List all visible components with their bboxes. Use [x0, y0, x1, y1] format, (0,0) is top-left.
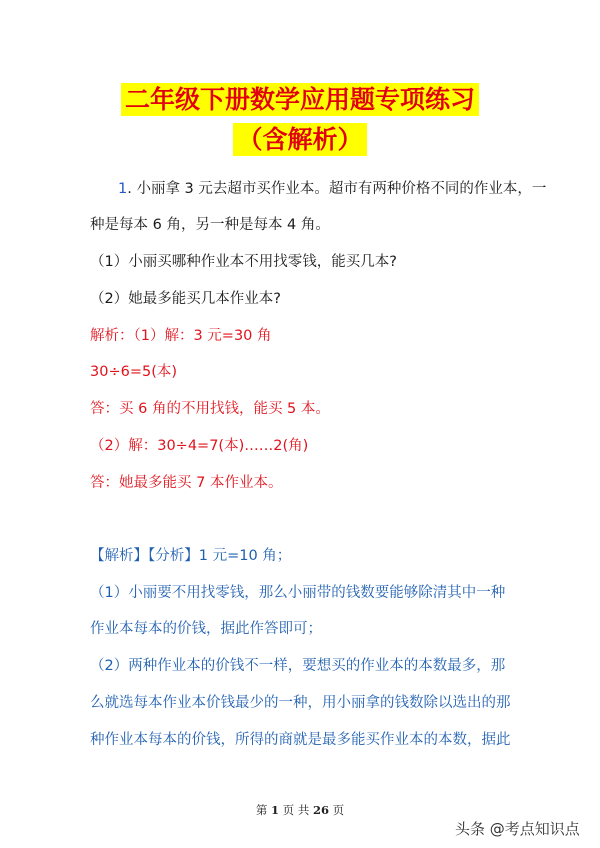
- question-sub1: （1）小丽买哪种作业本不用找零钱，能买几本?: [90, 254, 397, 270]
- page-title-line2: [0, 120, 600, 156]
- footer-total-pages: 26: [312, 803, 329, 817]
- analysis-line2: （1）小丽要不用找零钱，那么小丽带的钱数要能够除清其中一种: [90, 585, 506, 601]
- page-title-line1: [0, 80, 600, 116]
- question-number: 1: [118, 181, 128, 197]
- footer-suffix: 页: [332, 803, 345, 817]
- question-line1: [118, 179, 546, 199]
- answer-line5: 答：她最多能买 7 本作业本。: [90, 475, 283, 491]
- question-line2: 种是每本 6 角，另一种是每本 4 角。: [90, 217, 330, 233]
- footer-middle: 页 共: [282, 803, 310, 817]
- analysis-line6: 种作业本每本的价钱，所得的商就是最多能买作业本的本数，据此: [90, 732, 511, 748]
- footer-prefix: 第: [255, 803, 268, 817]
- answer-line3: 答：买 6 角的不用找钱，能买 5 本。: [90, 401, 330, 417]
- page-footer: [0, 802, 600, 818]
- analysis-line5: 么就选每本作业本价钱最少的一种，用小丽拿的钱数除以选出的那: [90, 695, 511, 711]
- answer-line4: （2）解：30÷4=7(本)……2(角): [90, 438, 309, 454]
- question-text-1: . 小丽拿 3 元去超市买作业本。超市有两种价格不同的作业本，一: [127, 181, 547, 197]
- analysis-line3: 作业本每本的价钱，据此作答即可；: [90, 621, 322, 637]
- analysis-line1: 【解析】【分析】1 元=10 角；: [90, 548, 292, 564]
- answer-line2: 30÷6=5(本): [90, 364, 178, 380]
- watermark: [455, 818, 580, 839]
- title-line1-text: 二年级下册数学应用题专项练习: [121, 83, 479, 116]
- analysis-line4: （2）两种作业本的价钱不一样，要想买的作业本的本数最多，那: [90, 658, 506, 674]
- watermark-text: 头条 @考点知识点: [455, 820, 580, 838]
- footer-page-number: 1: [271, 803, 280, 817]
- question-sub2: （2）她最多能买几本作业本?: [90, 291, 281, 307]
- answer-line1: 解析：（1）解：3 元=30 角: [90, 328, 272, 344]
- title-line2-text: （含解析）: [233, 123, 366, 156]
